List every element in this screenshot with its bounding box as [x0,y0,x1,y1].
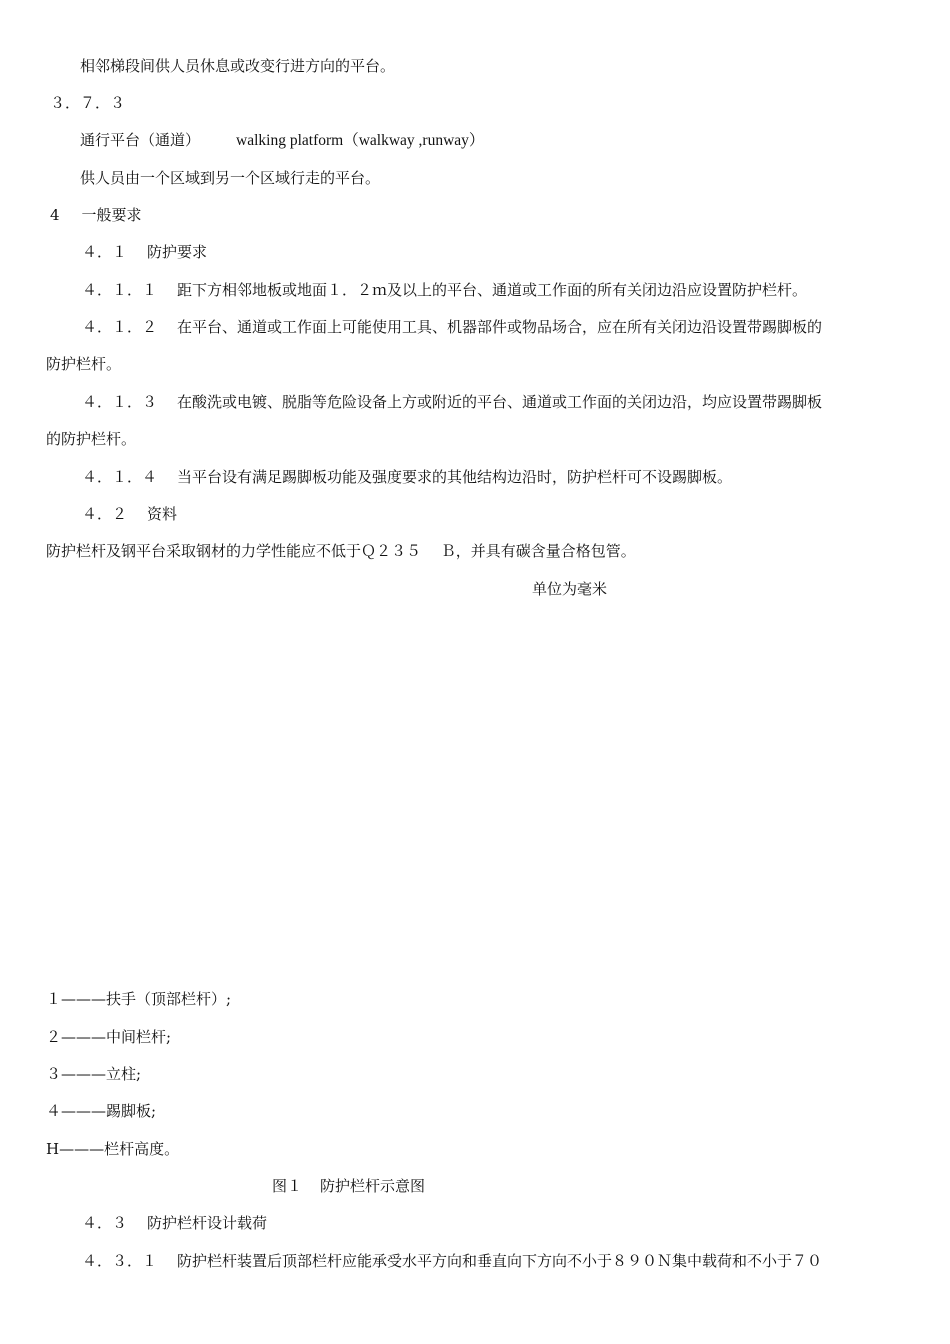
clause-number: ４．１．４ [82,468,158,486]
clause-413-line2: 的防护栏杆。 [46,430,137,448]
term-english: walking platform（walkway ,runway） [236,132,485,149]
legend-item-1: １———扶手（顶部栏杆）; [46,990,232,1008]
section-number: ４．２ [82,505,128,523]
clause-text: 距下方相邻地板或地面１．２ｍ及以上的平台、通道或工作面的所有关闭边沿应设置防护栏杆。 [177,281,808,299]
section-title: 防护栏杆设计载荷 [147,1214,268,1232]
section-41-heading [82,242,207,262]
definition-373-number: ３．７．３ [50,94,126,112]
clause-number: ４．３．１ [82,1252,158,1270]
definition-372-body: 相邻梯段间供人员休息或改变行进方向的平台。 [80,57,396,75]
section-number: ４．１ [82,243,128,261]
clause-text: 在酸洗或电镀、脱脂等危险设备上方或附近的平台、通道或工作面的关闭边沿，均应设置带踢脚板 [177,393,823,411]
section-42-heading [82,504,177,524]
clause-413-line1 [82,392,822,412]
definition-373-body: 供人员由一个区域到另一个区域行走的平台。 [80,169,381,187]
clause-431 [82,1251,822,1271]
section-title: 一般要求 [81,206,142,224]
figure-title: 防护栏杆示意图 [320,1177,426,1195]
clause-412-line2: 防护栏杆。 [46,355,122,373]
legend-item-3: ３———立柱; [46,1065,142,1083]
section-number: ４．３ [82,1214,128,1232]
section-title: 防护要求 [147,243,208,261]
clause-number: ４．１．１ [82,281,158,299]
figure-1-area [46,610,906,980]
unit-note: 单位为毫米 [532,580,608,598]
legend-item-2: ２———中间栏杆; [46,1028,172,1046]
section-number: 4 [50,206,60,224]
clause-number: ４．１．２ [82,318,158,336]
section-4-heading [50,205,142,225]
clause-text: 防护栏杆装置后顶部栏杆应能承受水平方向和垂直向下方向不小于８９０Ｎ集中载荷和不小于７０ [177,1252,823,1270]
clause-number: ４．１．３ [82,393,158,411]
clause-414 [82,467,732,487]
definition-373-term [80,130,484,151]
figure-number: 图１ [272,1177,303,1195]
legend-item-h: H———栏杆高度。 [46,1140,180,1158]
clause-412-line1 [82,317,822,337]
legend-item-4: ４———踢脚板; [46,1102,157,1120]
clause-text: 当平台设有满足踢脚板功能及强度要求的其他结构边沿时，防护栏杆可不设踢脚板。 [177,468,733,486]
section-title: 资料 [147,505,178,523]
section-43-heading [82,1213,267,1233]
clause-text: 在平台、通道或工作面上可能使用工具、机器部件或物品场合，应在所有关闭边沿设置带踢脚板的 [177,318,823,336]
section-42-text: 防护栏杆及钢平台采取钢材的力学性能应不低于Ｑ２３５ Ｂ，并具有碳含量合格包管。 [46,542,636,560]
figure-1-caption [272,1176,425,1196]
clause-411 [82,280,807,300]
term-chinese: 通行平台（通道） [80,131,201,149]
